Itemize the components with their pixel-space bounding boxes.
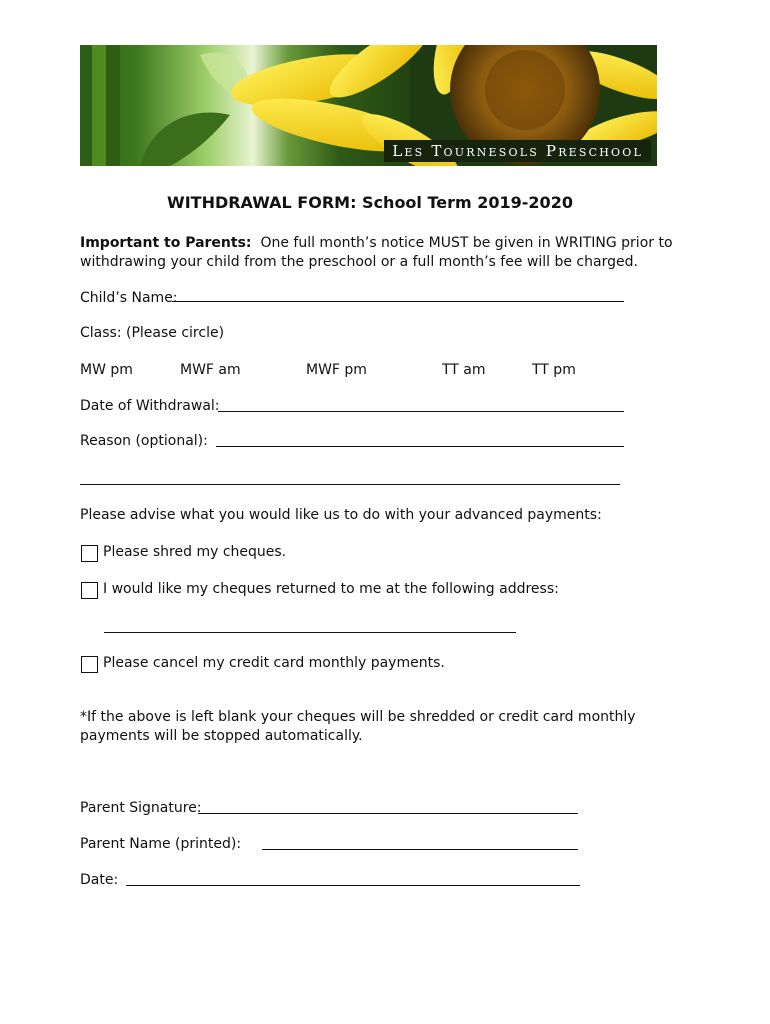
shred-cheques-label: Please shred my cheques. (103, 544, 287, 560)
parent-signature-label: Parent Signature: (80, 800, 202, 816)
shred-cheques-checkbox[interactable] (81, 545, 98, 562)
important-text-1: One full month’s notice MUST be given in WRITING prior to (260, 235, 673, 251)
class-option-mwf-am[interactable]: MWF am (180, 362, 241, 378)
advance-payments-prompt: Please advise what you would like us to do with your advanced payments: (80, 507, 602, 523)
form-title: WITHDRAWAL FORM: School Term 2019-2020 (167, 193, 573, 212)
parent-name-label: Parent Name (printed): (80, 836, 242, 852)
class-label: Class: (Please circle) (80, 325, 225, 341)
reason-label: Reason (optional): (80, 433, 208, 449)
return-cheques-checkbox[interactable] (81, 582, 98, 599)
important-notice-line-1 (80, 234, 673, 252)
date-field[interactable] (126, 885, 580, 886)
default-action-note-line-2: payments will be stopped automatically. (80, 728, 363, 744)
class-option-tt-pm[interactable]: TT pm (532, 362, 576, 378)
date-of-withdrawal-label: Date of Withdrawal: (80, 398, 220, 414)
return-address-field[interactable] (104, 632, 516, 633)
return-cheques-label: I would like my cheques returned to me at the following address: (103, 581, 559, 597)
class-option-mw-pm[interactable]: MW pm (80, 362, 133, 378)
date-label: Date: (80, 872, 119, 888)
cancel-credit-card-label: Please cancel my credit card monthly payments. (103, 655, 445, 671)
default-action-note-line-1: *If the above is left blank your cheques will be shredded or credit card monthly (80, 709, 636, 725)
banner-title: Les Tournesols Preschool (384, 140, 651, 162)
cancel-credit-card-checkbox[interactable] (81, 656, 98, 673)
parent-name-field[interactable] (262, 849, 578, 850)
childs-name-field[interactable] (172, 301, 624, 302)
childs-name-label: Child’s Name: (80, 290, 178, 306)
important-text-2: withdrawing your child from the preschool or a full month’s fee will be charged. (80, 254, 638, 270)
reason-field[interactable] (216, 446, 624, 447)
preschool-banner (80, 45, 657, 166)
class-option-tt-am[interactable]: TT am (442, 362, 486, 378)
class-option-mwf-pm[interactable]: MWF pm (306, 362, 367, 378)
important-label: Important to Parents: (80, 235, 252, 251)
reason-field-continued[interactable] (80, 484, 620, 485)
date-of-withdrawal-field[interactable] (218, 411, 624, 412)
parent-signature-field[interactable] (198, 813, 578, 814)
